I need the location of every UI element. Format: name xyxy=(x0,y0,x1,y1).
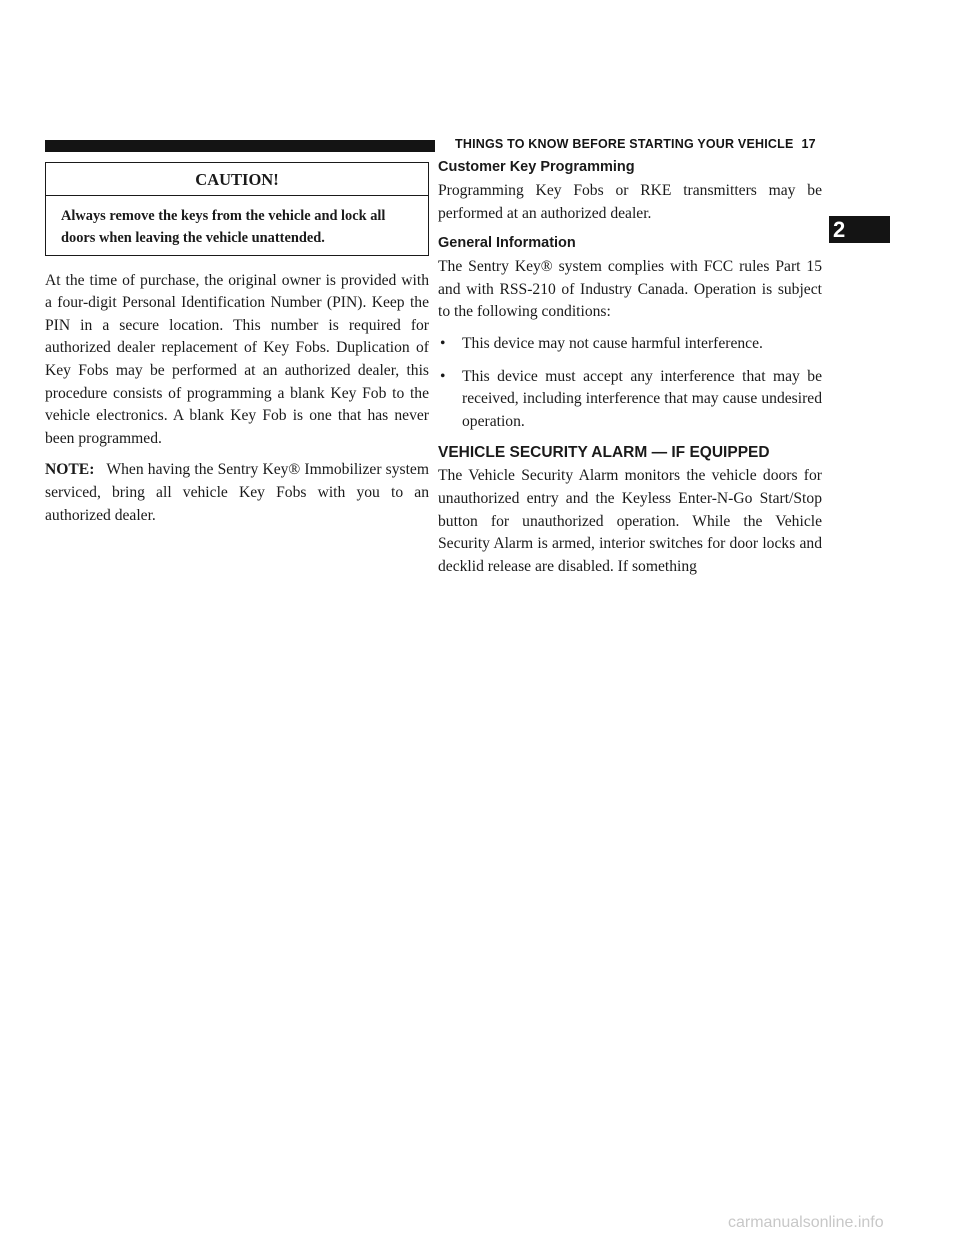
caution-title: CAUTION! xyxy=(46,163,428,196)
left-column xyxy=(45,160,429,536)
caution-box xyxy=(45,162,429,256)
page-number: 17 xyxy=(801,137,816,151)
general-paragraph: The Sentry Key® system complies with FCC rules Part 15 and with RSS-210 of Industry Canada. Operation is subject to the following conditions: xyxy=(438,258,822,321)
conditions-list xyxy=(438,333,822,433)
running-header xyxy=(455,137,816,151)
heading-general-information: General Information xyxy=(438,235,576,252)
alarm-paragraph: The Vehicle Security Alarm monitors the vehicle doors for unauthorized entry and the Keyless Enter-N-Go Start/Stop button for unauthorized operation. While the Vehicle Security Alarm is armed, interior switches for door locks and decklid release are disabled. If something xyxy=(438,467,822,575)
bullet-icon: • xyxy=(440,334,446,352)
chapter-tab: 2 xyxy=(829,216,890,243)
customer-paragraph: Programming Key Fobs or RKE transmitters may be performed at an authorized dealer. xyxy=(438,182,822,222)
list-item: • This device must accept any interference that may be received, including interference that may cause undesired operation. xyxy=(440,367,822,430)
right-column xyxy=(438,158,822,587)
header-rule xyxy=(45,140,435,152)
pin-paragraph: At the time of purchase, the original owner is provided with a four-digit Personal Identification Number (PIN). Keep the PIN in a secure location. This number is required for authorized dealer replacement of Key Fobs. Duplication of Key Fobs may be performed at an authorized dealer, this procedure consists of programming a blank Key Fob to the vehicle electronics. A blank Key Fob is one that has never been programmed. xyxy=(45,271,429,447)
note-paragraph xyxy=(45,459,429,527)
list-item: • This device may not cause harmful interference. xyxy=(438,333,822,356)
bullet-icon: • xyxy=(440,367,446,385)
heading-security-alarm: VEHICLE SECURITY ALARM — IF EQUIPPED xyxy=(438,444,770,462)
caution-text: Always remove the keys from the vehicle and lock all doors when leaving the vehicle unattended. xyxy=(61,207,386,246)
watermark: carmanualsonline.info xyxy=(728,1214,884,1231)
header-title: THINGS TO KNOW BEFORE STARTING YOUR VEHICLE xyxy=(455,137,794,151)
note-label: NOTE: xyxy=(45,461,95,479)
heading-customer-key-programming: Customer Key Programming xyxy=(438,159,635,175)
note-text: When having the Sentry Key® Immobilizer system serviced, bring all vehicle Key Fobs with you to an authorized dealer. xyxy=(45,461,429,524)
